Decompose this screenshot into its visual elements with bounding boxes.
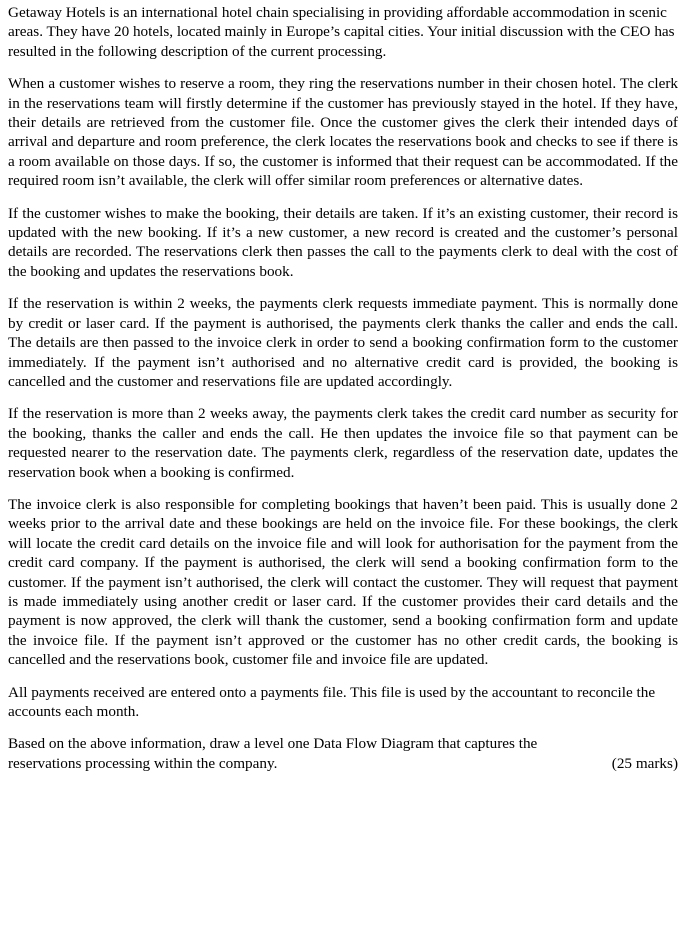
question-line-2: reservations processing within the company. bbox=[8, 754, 278, 772]
within-two-weeks-paragraph: If the reservation is within 2 weeks, the payments clerk requests immediate payment. This is normally done by credit or laser card. If the payment is authorised, the payments clerk thanks the caller and ends the call. The details are then passed to the invoice clerk in order to send a booking confirmation form to the customer immediately. If the payment isn’t authorised and no alternative credit card is provided, the booking is cancelled and the customer and reservations file are updated accordingly. bbox=[8, 295, 678, 390]
question-last-row bbox=[8, 754, 678, 773]
payments-file-paragraph: All payments received are entered onto a payments file. This file is used by the accountant to reconcile the accounts each month. bbox=[8, 683, 656, 720]
intro-paragraph: Getaway Hotels is an international hotel chain specialising in providing affordable accommodation in scenic areas. They have 20 hotels, located mainly in Europe’s capital cities. Your initial discussion with the CEO has resulted in the following description of the current processing. bbox=[8, 4, 675, 60]
booking-paragraph: If the customer wishes to make the booking, their details are taken. If it’s an existing customer, their record is updated with the new booking. If it’s a new customer, a new record is created and the customer’s personal details are recorded. The reservations clerk then passes the call to the payments clerk to deal with the cost of the booking and updates the reservations book. bbox=[8, 204, 678, 280]
document-page bbox=[8, 3, 678, 773]
marks-label: (25 marks) bbox=[611, 754, 678, 772]
more-than-two-weeks-paragraph: If the reservation is more than 2 weeks away, the payments clerk takes the credit card number as security for the booking, thanks the caller and ends the call. He then updates the invoice file so that payment can be requested nearer to the reservation date. The payments clerk, regardless of the reservation date, updates the reservation book when a booking is confirmed. bbox=[8, 405, 678, 481]
question-block bbox=[8, 734, 678, 773]
invoice-clerk-paragraph: The invoice clerk is also responsible for completing bookings that haven’t been paid. This is usually done 2 weeks prior to the arrival date and these bookings are held on the invoice file. For these bookings, the clerk will locate the credit card details on the invoice file and will look for authorisation for the payment from the credit card company. If the payment is authorised, the clerk will send a booking confirmation form to the customer. If the payment isn’t authorised, the clerk will contact the customer. They will request that payment is made immediately using another credit or laser card. If the customer provides their card details and the payment is now approved, the clerk will thank the customer, send a booking confirmation form and update the invoice file. If the payment isn’t approved or the customer has no other credit cards, the booking is cancelled and the reservations book, customer file and invoice file are updated. bbox=[8, 495, 678, 669]
question-line-1: Based on the above information, draw a level one Data Flow Diagram that captures the bbox=[8, 735, 538, 753]
reservation-paragraph: When a customer wishes to reserve a room, they ring the reservations number in their chosen hotel. The clerk in the reservations team will firstly determine if the customer has previously stayed in the hotel. If they have, their details are retrieved from the customer file. Once the customer gives the clerk their intended days of arrival and departure and room preference, the clerk locates the reservations book and checks to see if there is a room available on those days. If so, the customer is informed that their request can be accommodated. If the required room isn’t available, the clerk will offer similar room preferences or alternative dates. bbox=[8, 75, 678, 190]
